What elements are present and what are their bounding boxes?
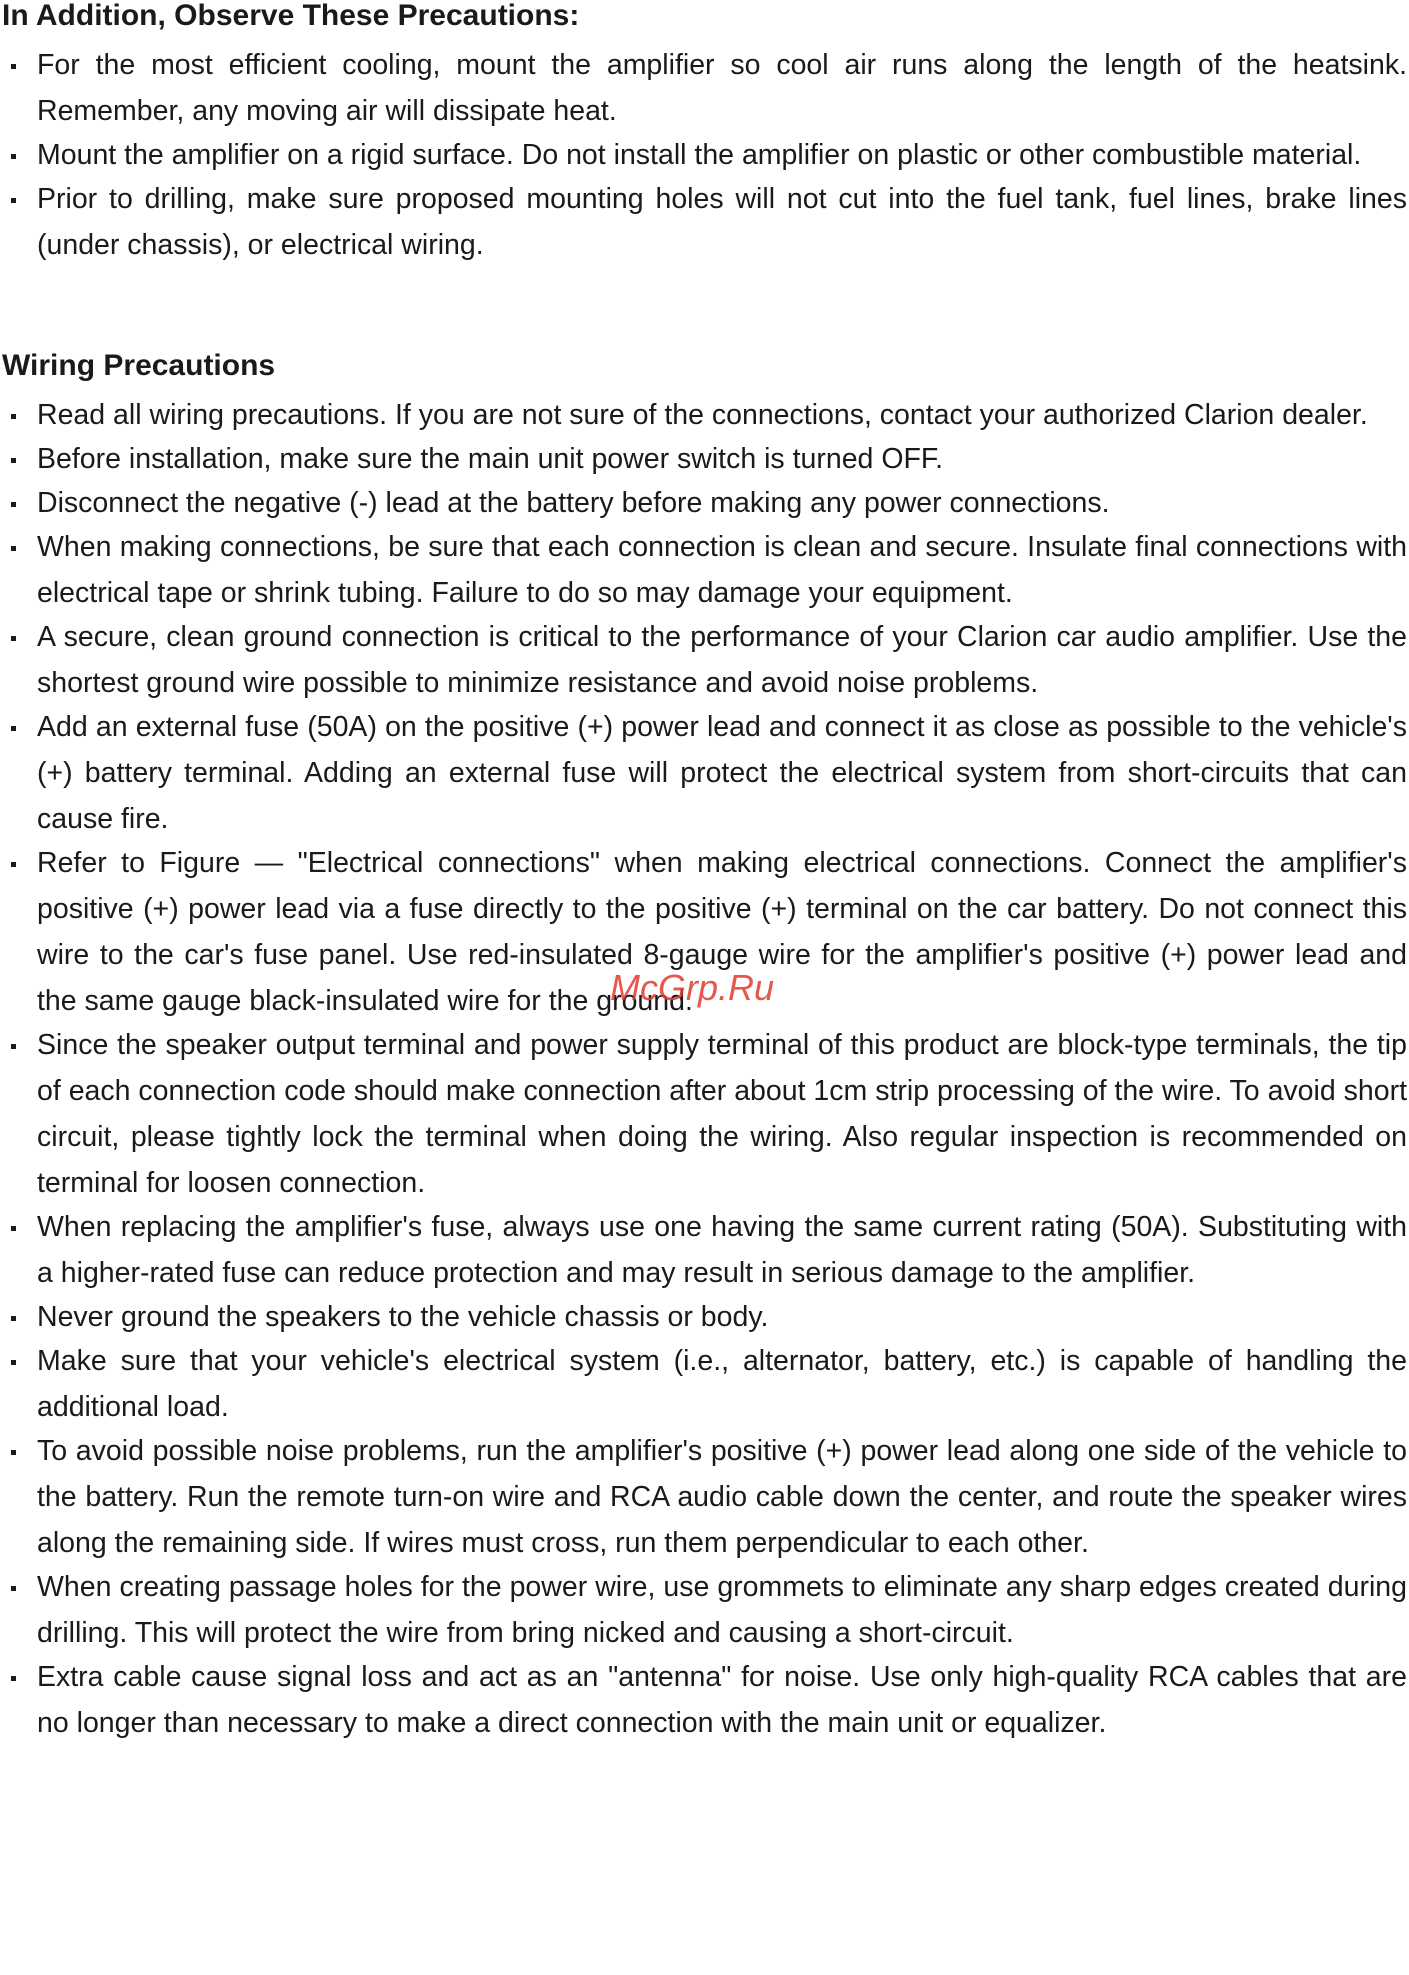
bullet-icon [11, 1316, 16, 1321]
list-item [0, 1294, 1409, 1340]
precautions-section [0, 0, 1409, 268]
list-item-text: For the most efficient cooling, mount the amplifier so cool air runs along the length of the heatsink. Remember, any moving air will dissipate heat. [37, 49, 1407, 127]
bullet-icon [11, 1044, 16, 1049]
bullet-icon [11, 198, 16, 203]
section-heading-wiring: Wiring Precautions [2, 349, 276, 382]
list-item-text: Add an external fuse (50A) on the positive (+) power lead and connect it as close as possible to the vehicle's (+) battery terminal. Adding an external fuse will protect the electrical system from short-circuits that can cause fire. [37, 711, 1407, 835]
list-item-text: Read all wiring precautions. If you are not sure of the connections, contact your authorized Clarion dealer. [37, 399, 1368, 431]
list-item [0, 1654, 1409, 1746]
bullet-icon [11, 154, 16, 159]
list-item [0, 132, 1409, 178]
list-item [0, 1204, 1409, 1296]
bullet-icon [11, 502, 16, 507]
wiring-precautions-list [0, 392, 1409, 1746]
bullet-icon [11, 1676, 16, 1681]
list-item [0, 614, 1409, 706]
list-item [0, 176, 1409, 268]
watermark: McGrp.Ru [610, 967, 775, 1008]
list-item-text: Since the speaker output terminal and power supply terminal of this product are block-type terminals, the tip of each connection code should make connection after about 1cm strip processing of the wire. To avoid short circuit, please tightly lock the terminal when doing the wiring. Also regular inspection is recommended on terminal for loosen connection. [37, 1029, 1407, 1199]
bullet-icon [11, 1226, 16, 1231]
bullet-icon [11, 1360, 16, 1365]
list-item [0, 524, 1409, 616]
bullet-icon [11, 1586, 16, 1591]
list-item [0, 1564, 1409, 1656]
list-item-text: Mount the amplifier on a rigid surface. Do not install the amplifier on plastic or other combustible material. [37, 139, 1362, 171]
list-item-text: A secure, clean ground connection is critical to the performance of your Clarion car audio amplifier. Use the shortest ground wire possible to minimize resistance and avoid noise problems. [37, 621, 1407, 699]
list-item-text: Prior to drilling, make sure proposed mounting holes will not cut into the fuel tank, fuel lines, brake lines (under chassis), or electrical wiring. [37, 183, 1407, 261]
list-item-text: Disconnect the negative (-) lead at the battery before making any power connections. [37, 487, 1110, 519]
list-item-text: Never ground the speakers to the vehicle chassis or body. [37, 1301, 769, 1333]
list-item [0, 840, 1409, 1024]
list-item-text: Make sure that your vehicle's electrical system (i.e., alternator, battery, etc.) is capable of handling the additional load. [37, 1345, 1407, 1423]
list-item-text: Before installation, make sure the main unit power switch is turned OFF. [37, 443, 944, 475]
list-item-text: Refer to Figure — "Electrical connections" when making electrical connections. Connect the amplifier's positive (+) power lead via a fuse directly to the positive (+) terminal on the car battery. Do not connect this wire to the car's fuse panel. Use red-insulated 8-gauge wire for the amplifier's positive (+) power lead and the same gauge black-insulated wire for the ground. [37, 847, 1407, 1017]
wiring-precautions-section [0, 350, 1409, 1746]
list-item [0, 1022, 1409, 1206]
list-item [0, 42, 1409, 134]
bullet-icon [11, 1450, 16, 1455]
bullet-icon [11, 414, 16, 419]
list-item-text: To avoid possible noise problems, run the amplifier's positive (+) power lead along one side of the vehicle to the battery. Run the remote turn-on wire and RCA audio cable down the center, and route the speaker wires along the remaining side. If wires must cross, run them perpendicular to each other. [37, 1435, 1407, 1559]
list-item-text: Extra cable cause signal loss and act as an "antenna" for noise. Use only high-quality RCA cables that are no longer than necessary to make a direct connection with the main unit or equalizer. [37, 1661, 1407, 1739]
bullet-icon [11, 726, 16, 731]
section-heading-precautions: In Addition, Observe These Precautions: [2, 0, 580, 32]
list-item-text: When creating passage holes for the power wire, use grommets to eliminate any sharp edges created during drilling. This will protect the wire from bring nicked and causing a short-circuit. [37, 1571, 1407, 1649]
list-item [0, 704, 1409, 842]
bullet-icon [11, 636, 16, 641]
bullet-icon [11, 64, 16, 69]
list-item [0, 436, 1409, 482]
list-item [0, 1338, 1409, 1430]
list-item [0, 1428, 1409, 1566]
bullet-icon [11, 546, 16, 551]
bullet-icon [11, 862, 16, 867]
list-item [0, 480, 1409, 526]
list-item [0, 392, 1409, 438]
bullet-icon [11, 458, 16, 463]
list-item-text: When replacing the amplifier's fuse, always use one having the same current rating (50A). Substituting with a higher-rated fuse can reduce protection and may result in serious damage to the amplifier. [37, 1211, 1407, 1289]
precautions-list [0, 42, 1409, 268]
list-item-text: When making connections, be sure that each connection is clean and secure. Insulate final connections with electrical tape or shrink tubing. Failure to do so may damage your equipment. [37, 531, 1407, 609]
